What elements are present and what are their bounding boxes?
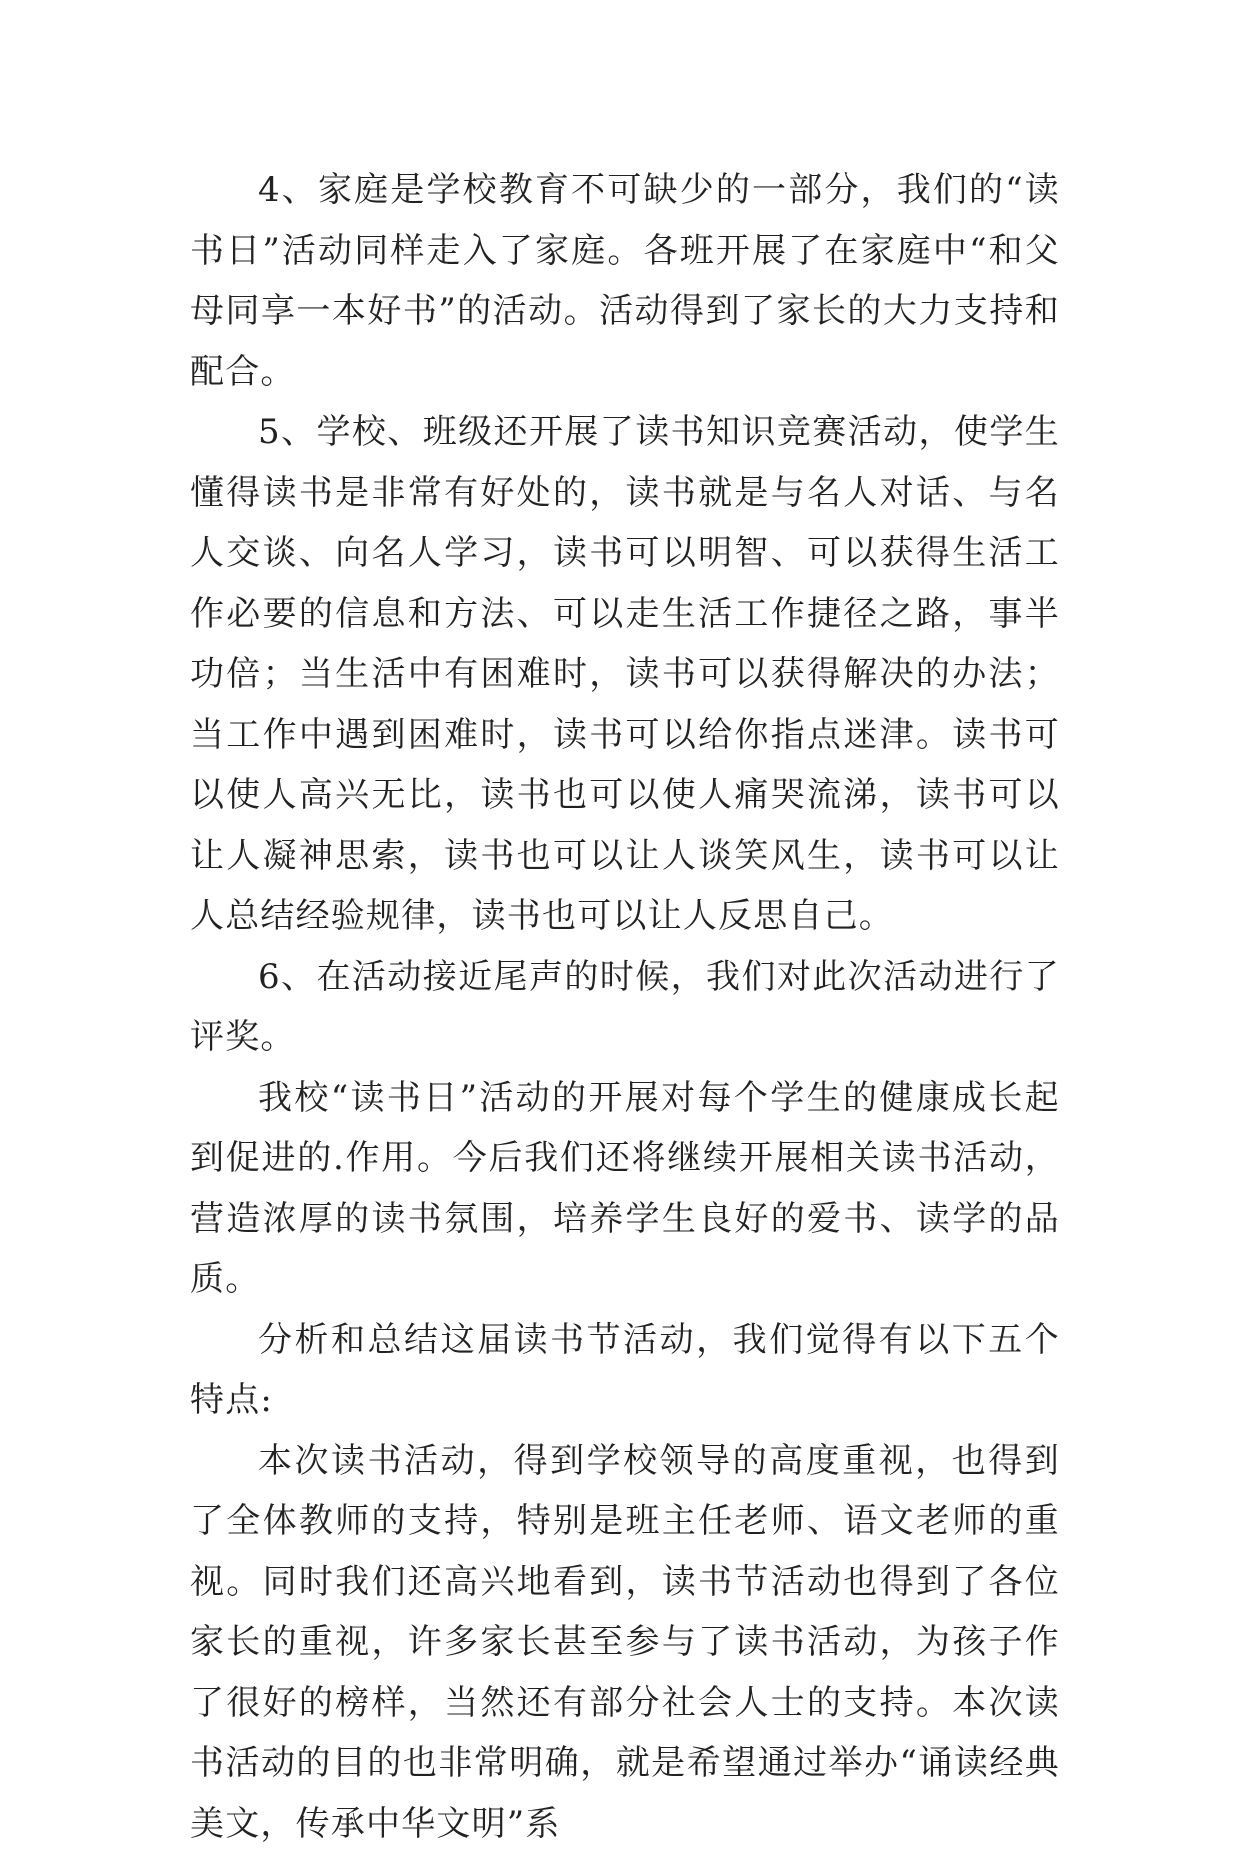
paragraph-knowledge-contest: 5、学校、班级还开展了读书知识竞赛活动，使学生懂得读书是非常有好处的，读书就是与名人对话、与名人交谈、向名人学习，读书可以明智、可以获得生活工作必要的信息和方法、可以走生活工作捷径之路，事半功倍；当生活中有困难时，读书可以获得解决的办法；当工作中遇到困难时，读书可以给你指点迷津。读书可以使人高兴无比，读书也可以使人痛哭流涕，读书可以让人凝神思索，读书也可以让人谈笑风生，读书可以让人总结经验规律，读书也可以让人反思自己。 [190,402,1060,947]
paragraph-features-intro: 分析和总结这届读书节活动，我们觉得有以下五个特点: [190,1310,1060,1431]
paragraph-family-reading: 4、家庭是学校教育不可缺少的一部分，我们的“读书日”活动同样走入了家庭。各班开展了在家庭中“和父母同享一本好书”的活动。活动得到了家长的大力支持和配合。 [190,160,1060,402]
paragraph-leadership-support: 本次读书活动，得到学校领导的高度重视，也得到了全体教师的支持，特别是班主任老师、语文老师的重视。同时我们还高兴地看到，读书节活动也得到了各位家长的重视，许多家长甚至参与了读书活动，为孩子作了很好的榜样，当然还有部分社会人士的支持。本次读书活动的目的也非常明确，就是希望通过举办“诵读经典美文，传承中华文明”系 [190,1431,1060,1854]
paragraph-reading-day-summary: 我校“读书日”活动的开展对每个学生的健康成长起到促进的.作用。今后我们还将继续开展相关读书活动，营造浓厚的读书氛围，培养学生良好的爱书、读学的品质。 [190,1068,1060,1310]
paragraph-awards: 6、在活动接近尾声的时候，我们对此次活动进行了评奖。 [190,947,1060,1068]
document-body [190,160,1060,1854]
